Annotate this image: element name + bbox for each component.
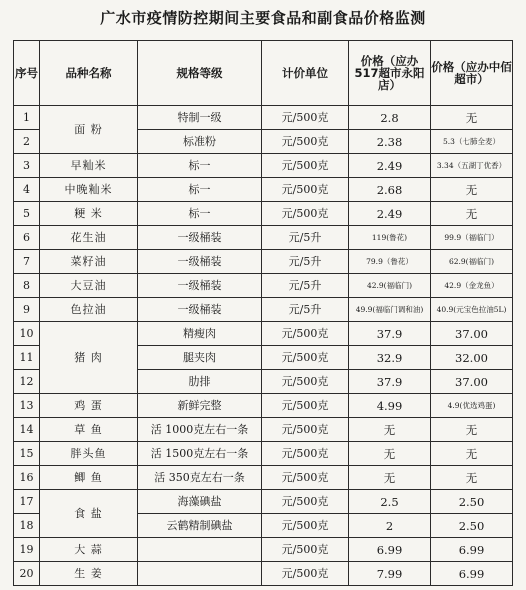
row-spec: 肋排 [138,370,262,394]
row-unit: 元/500克 [262,538,349,562]
row-price-zhongbai: 无 [431,106,513,130]
row-unit: 元/500克 [262,562,349,586]
row-price-517: 42.9(福临门) [349,274,431,298]
row-unit: 元/500克 [262,418,349,442]
row-name: 生 姜 [40,562,138,586]
row-price-517: 49.9(福临门调和油) [349,298,431,322]
row-price-517: 2.8 [349,106,431,130]
row-unit: 元/500克 [262,202,349,226]
row-price-zhongbai: 62.9(福临门) [431,250,513,274]
row-price-zhongbai: 4.9(优选鸡蛋) [431,394,513,418]
row-price-zhongbai: 37.00 [431,370,513,394]
row-price-517: 32.9 [349,346,431,370]
row-spec: 特制一级 [138,106,262,130]
row-index: 15 [14,442,40,466]
row-unit: 元/5升 [262,298,349,322]
table-row [14,178,513,202]
row-unit: 元/500克 [262,130,349,154]
row-spec: 活 1500克左右一条 [138,442,262,466]
row-spec: 标准粉 [138,130,262,154]
row-unit: 元/500克 [262,466,349,490]
row-price-zhongbai: 无 [431,442,513,466]
row-spec: 一级桶装 [138,226,262,250]
row-unit: 元/5升 [262,250,349,274]
row-spec: 一级桶装 [138,274,262,298]
row-price-517: 2.38 [349,130,431,154]
row-unit: 元/500克 [262,346,349,370]
table-row [14,154,513,178]
row-index: 12 [14,370,40,394]
row-name: 中晚籼米 [40,178,138,202]
row-price-517: 37.9 [349,322,431,346]
row-index: 20 [14,562,40,586]
table-row [14,202,513,226]
row-index: 9 [14,298,40,322]
row-name: 菜籽油 [40,250,138,274]
row-unit: 元/500克 [262,490,349,514]
row-unit: 元/500克 [262,322,349,346]
row-price-517: 2.5 [349,490,431,514]
row-price-zhongbai: 2.50 [431,490,513,514]
row-name: 胖头鱼 [40,442,138,466]
row-price-517: 2.68 [349,178,431,202]
row-index: 13 [14,394,40,418]
table-row [14,226,513,250]
row-price-zhongbai: 37.00 [431,322,513,346]
header-index: 序号 [14,41,40,106]
row-price-517: 2.49 [349,154,431,178]
row-price-zhongbai: 无 [431,178,513,202]
row-name: 大 蒜 [40,538,138,562]
row-price-zhongbai: 6.99 [431,562,513,586]
row-unit: 元/500克 [262,154,349,178]
row-name: 草 鱼 [40,418,138,442]
row-index: 1 [14,106,40,130]
table-row [14,250,513,274]
row-price-517: 2 [349,514,431,538]
row-price-517: 6.99 [349,538,431,562]
row-price-zhongbai: 40.9(元宝色拉油5L) [431,298,513,322]
row-index: 16 [14,466,40,490]
table-row [14,106,513,130]
header-price-517: 价格（应办517超市永阳店） [349,41,431,106]
row-index: 19 [14,538,40,562]
row-index: 11 [14,346,40,370]
row-price-zhongbai: 32.00 [431,346,513,370]
row-unit: 元/500克 [262,370,349,394]
header-spec: 规格等级 [138,41,262,106]
header-name: 品种名称 [40,41,138,106]
row-name: 面 粉 [40,106,138,154]
row-spec [138,538,262,562]
table-row [14,298,513,322]
row-index: 18 [14,514,40,538]
row-name: 粳 米 [40,202,138,226]
row-unit: 元/5升 [262,226,349,250]
header-price-zhongbai: 价格（应办中佰超市） [431,41,513,106]
row-spec: 活 1000克左右一条 [138,418,262,442]
row-spec: 腿夹肉 [138,346,262,370]
row-index: 10 [14,322,40,346]
table-row [14,274,513,298]
row-spec: 新鲜完整 [138,394,262,418]
row-unit: 元/500克 [262,178,349,202]
row-price-zhongbai: 无 [431,202,513,226]
row-unit: 元/5升 [262,274,349,298]
table-row [14,562,513,586]
row-index: 7 [14,250,40,274]
row-spec: 一级桶装 [138,250,262,274]
table-row [14,394,513,418]
row-name: 色拉油 [40,298,138,322]
row-index: 3 [14,154,40,178]
row-index: 4 [14,178,40,202]
table-row [14,490,513,514]
row-price-517: 无 [349,466,431,490]
row-name: 鸡 蛋 [40,394,138,418]
row-spec: 云鹤精制碘盐 [138,514,262,538]
row-name: 鲫 鱼 [40,466,138,490]
header-unit: 计价单位 [262,41,349,106]
table-header-row [14,41,513,106]
table-row [14,538,513,562]
row-index: 5 [14,202,40,226]
row-price-517: 7.99 [349,562,431,586]
row-unit: 元/500克 [262,106,349,130]
row-price-zhongbai: 99.9（福临门） [431,226,513,250]
row-spec [138,562,262,586]
row-price-zhongbai: 无 [431,418,513,442]
document-title: 广水市疫情防控期间主要食品和副食品价格监测 [100,9,426,27]
row-unit: 元/500克 [262,394,349,418]
row-index: 2 [14,130,40,154]
table-row [14,442,513,466]
row-spec: 精瘦肉 [138,322,262,346]
row-price-zhongbai: 42.9（金龙鱼） [431,274,513,298]
row-index: 6 [14,226,40,250]
row-spec: 标一 [138,154,262,178]
price-table [13,40,513,586]
row-price-zhongbai: 5.3（七肺全麦） [431,130,513,154]
row-price-517: 79.9（鲁花） [349,250,431,274]
row-price-zhongbai: 6.99 [431,538,513,562]
row-price-zhongbai: 2.50 [431,514,513,538]
row-name: 花生油 [40,226,138,250]
row-spec: 标一 [138,202,262,226]
row-price-zhongbai: 无 [431,466,513,490]
row-price-517: 无 [349,418,431,442]
row-unit: 元/500克 [262,442,349,466]
row-name: 早籼米 [40,154,138,178]
table-row [14,322,513,346]
row-index: 17 [14,490,40,514]
row-price-517: 4.99 [349,394,431,418]
row-index: 8 [14,274,40,298]
row-spec: 一级桶装 [138,298,262,322]
row-spec: 海藻碘盐 [138,490,262,514]
row-name: 猪 肉 [40,322,138,394]
row-price-zhongbai: 3.34（五湖丁优香） [431,154,513,178]
row-spec: 标一 [138,178,262,202]
row-index: 14 [14,418,40,442]
table-row [14,466,513,490]
row-price-517: 37.9 [349,370,431,394]
row-price-517: 无 [349,442,431,466]
row-price-517: 119(鲁花) [349,226,431,250]
row-name: 大豆油 [40,274,138,298]
row-spec: 活 350克左右一条 [138,466,262,490]
row-price-517: 2.49 [349,202,431,226]
row-name: 食 盐 [40,490,138,538]
table-row [14,418,513,442]
row-unit: 元/500克 [262,514,349,538]
